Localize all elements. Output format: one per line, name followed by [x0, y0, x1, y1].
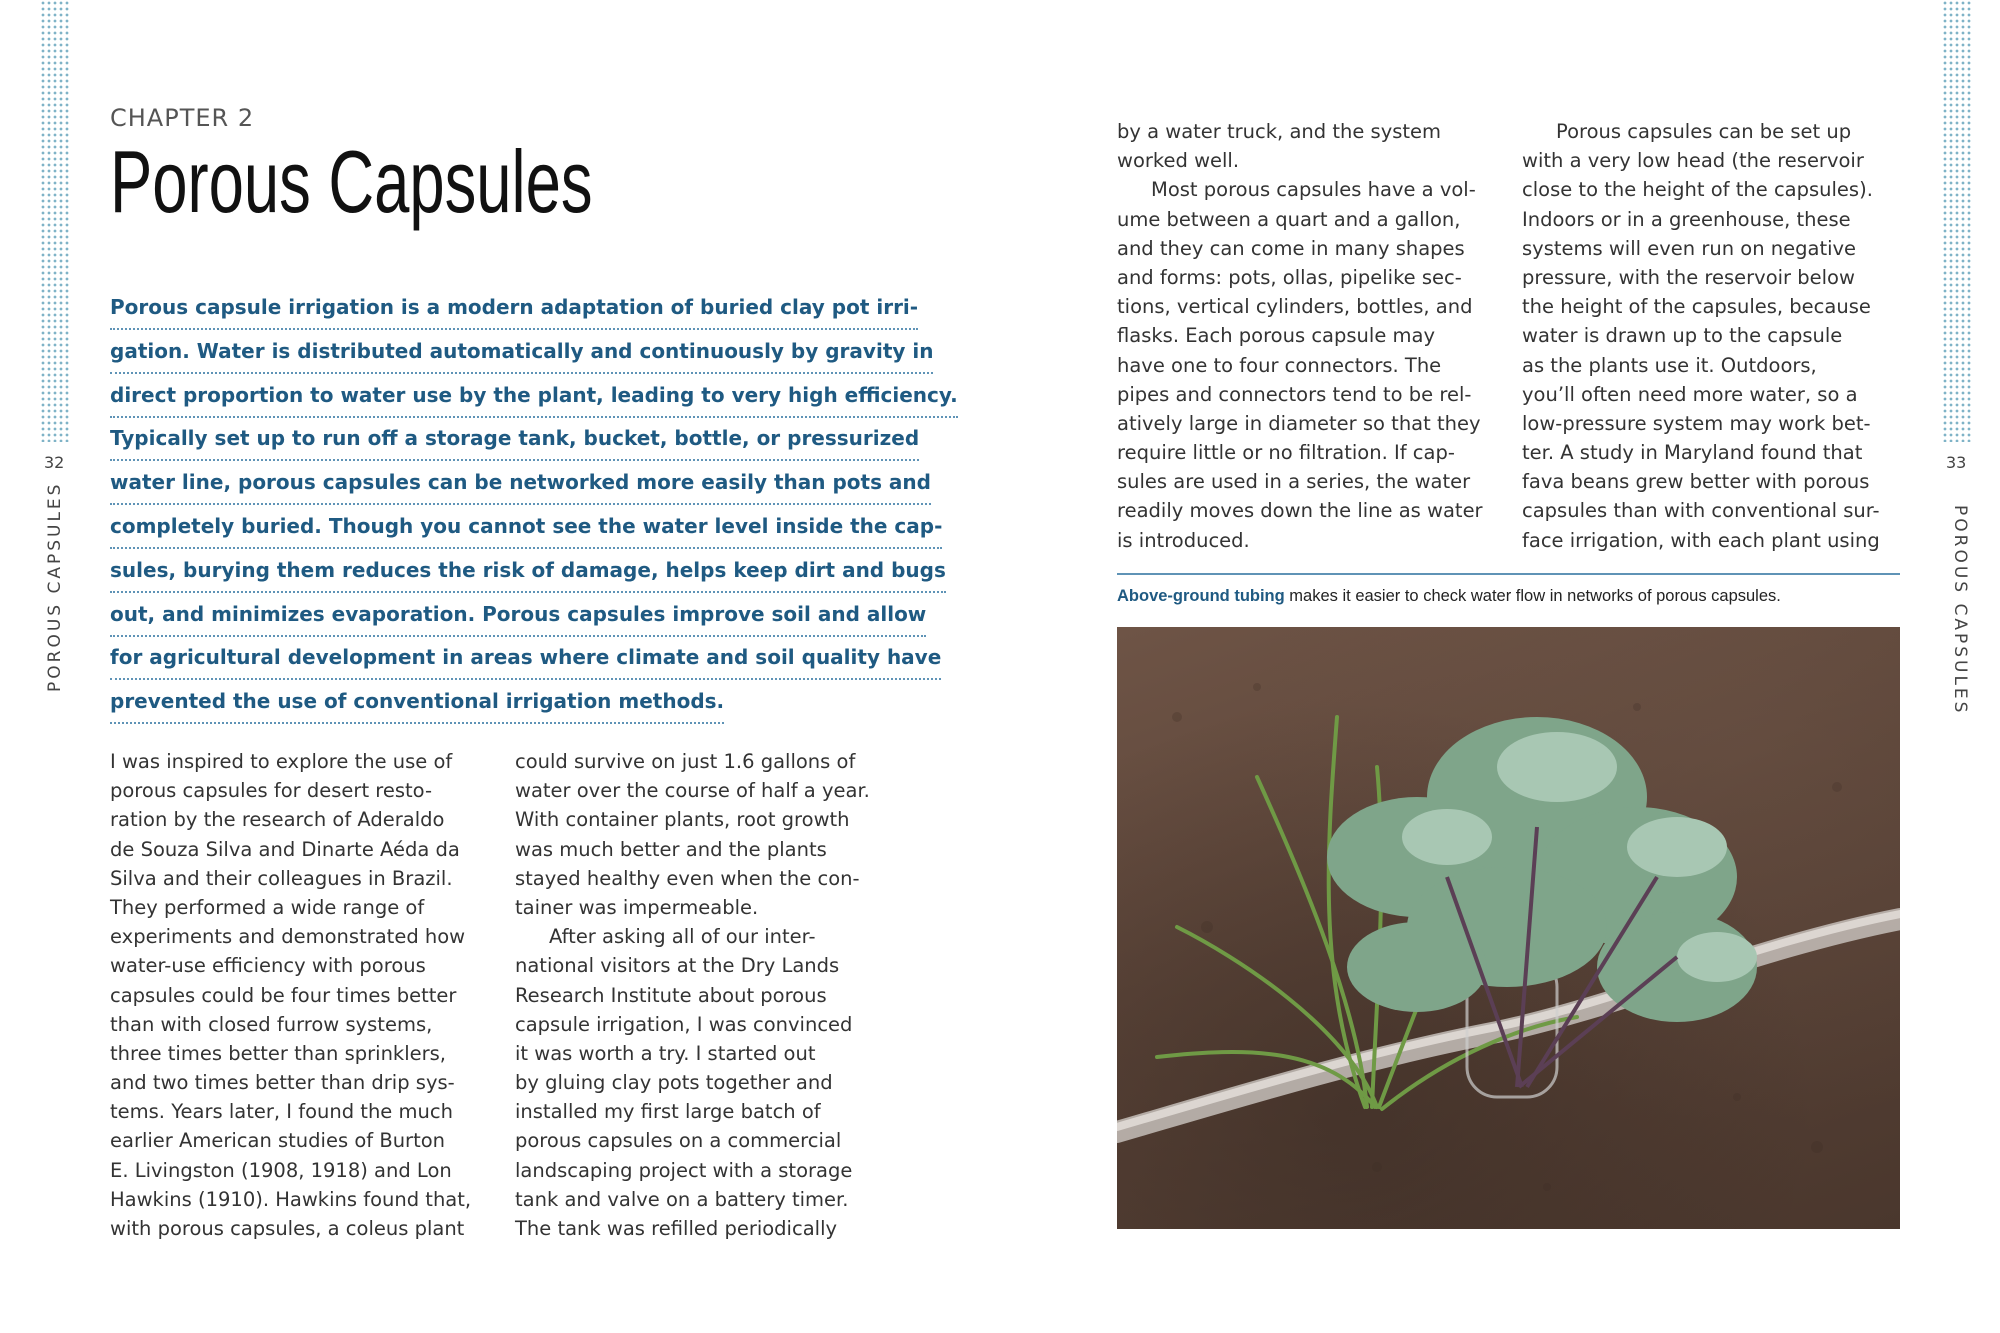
text-line: require little or no filtration. If cap-: [1117, 441, 1455, 465]
text-line: tems. Years later, I found the much: [110, 1100, 453, 1124]
chapter-label: CHAPTER 2: [110, 104, 255, 132]
text-line: ration by the research of Aderaldo: [110, 808, 445, 832]
text-line: is introduced.: [1117, 528, 1250, 552]
text-line: Silva and their colleagues in Brazil.: [110, 866, 453, 890]
text-line: was much better and the plants: [515, 837, 827, 861]
text-line: as the plants use it. Outdoors,: [1522, 353, 1817, 377]
text-line: Indoors or in a greenhouse, these: [1522, 207, 1851, 231]
text-line: and they can come in many shapes: [1117, 236, 1465, 260]
text-line: ume between a quart and a gallon,: [1117, 207, 1461, 231]
text-line: by gluing clay pots together and: [515, 1071, 833, 1095]
text-line: capsules could be four times better: [110, 983, 457, 1007]
text-line: The tank was refilled periodically: [515, 1217, 838, 1240]
text-line: de Souza Silva and Dinarte Aéda da: [110, 837, 460, 861]
text-line: I was inspired to explore the use of: [110, 750, 453, 773]
text-line: With container plants, root growth: [515, 808, 850, 832]
text-line: water line, porous capsules can be networked more easily than pots and: [110, 463, 900, 507]
text-line: pressure, with the reservoir below: [1522, 265, 1855, 289]
photo-caption: [1117, 587, 1781, 606]
text-line: stayed healthy even when the con-: [515, 866, 860, 890]
text-line: prevented the use of conventional irrigation methods.: [110, 682, 900, 726]
body-column-4: [1522, 117, 1880, 555]
text-line: flasks. Each porous capsule may: [1117, 324, 1435, 348]
text-line: than with closed furrow systems,: [110, 1012, 433, 1036]
running-head-left: POROUS CAPSULES: [45, 481, 65, 692]
text-line: water-use efficiency with porous: [110, 954, 426, 978]
text-line: worked well.: [1117, 149, 1240, 173]
text-line: could survive on just 1.6 gallons of: [515, 750, 856, 773]
text-line: out, and minimizes evaporation. Porous capsules improve soil and allow: [110, 595, 900, 639]
text-line: experiments and demonstrated how: [110, 925, 466, 949]
text-line: close to the height of the capsules).: [1522, 178, 1873, 202]
text-line: Hawkins (1910). Hawkins found that,: [110, 1187, 472, 1211]
text-line: for agricultural development in areas where climate and soil quality have: [110, 638, 900, 682]
text-line: earlier American studies of Burton: [110, 1129, 446, 1153]
text-line: Porous capsules can be set up: [1556, 120, 1852, 143]
text-line: with porous capsules, a coleus plant: [110, 1217, 465, 1240]
text-line: atively large in diameter so that they: [1117, 411, 1481, 435]
text-line: sules, burying them reduces the risk of damage, helps keep dirt and bugs: [110, 551, 900, 595]
page-number-right: 33: [1946, 453, 1967, 472]
text-line: capsules than with conventional sur-: [1522, 499, 1880, 523]
text-line: installed my first large batch of: [515, 1100, 821, 1124]
text-line: Most porous capsules have a vol-: [1151, 178, 1476, 202]
text-line: Typically set up to run off a storage tank, bucket, bottle, or pressurized: [110, 419, 900, 463]
text-line: three times better than sprinklers,: [110, 1041, 447, 1065]
chapter-title: Porous Capsules: [110, 132, 593, 231]
text-line: completely buried. Though you cannot see the water level inside the cap-: [110, 507, 900, 551]
text-line: fava beans grew better with porous: [1522, 470, 1870, 494]
text-line: porous capsules on a commercial: [515, 1129, 842, 1153]
text-line: water is drawn up to the capsule: [1522, 324, 1843, 348]
body-column-3: [1117, 117, 1483, 555]
text-line: have one to four connectors. The: [1117, 353, 1442, 377]
text-line: water over the course of half a year.: [515, 779, 870, 803]
text-line: direct proportion to water use by the plant, leading to very high efficiency.: [110, 376, 900, 420]
text-line: Porous capsule irrigation is a modern adaptation of buried clay pot irri-: [110, 288, 900, 332]
text-line: capsule irrigation, I was convinced: [515, 1012, 853, 1036]
text-line: tainer was impermeable.: [515, 895, 759, 919]
text-line: E. Livingston (1908, 1918) and Lon: [110, 1158, 452, 1182]
text-line: They performed a wide range of: [110, 895, 425, 919]
caption-rule: [1117, 573, 1900, 575]
text-line: landscaping project with a storage: [515, 1158, 853, 1182]
text-line: with a very low head (the reservoir: [1522, 149, 1864, 173]
text-line: readily moves down the line as water: [1117, 499, 1483, 523]
intro-paragraph: [110, 288, 958, 726]
text-line: After asking all of our inter-: [549, 925, 816, 949]
text-line: systems will even run on negative: [1522, 236, 1857, 260]
decorative-dot-band-left: [40, 0, 70, 442]
photo-kale-with-tubing: [1117, 627, 1900, 1229]
text-line: low-pressure system may work bet-: [1522, 411, 1871, 435]
text-line: face irrigation, with each plant using: [1522, 528, 1880, 552]
text-line: ter. A study in Maryland found that: [1522, 441, 1863, 465]
body-column-1: [110, 747, 471, 1243]
caption-lead: Above-ground tubing: [1117, 587, 1285, 605]
text-line: and two times better than drip sys-: [110, 1071, 455, 1095]
text-line: tank and valve on a battery timer.: [515, 1187, 849, 1211]
text-line: gation. Water is distributed automatically and continuously by gravity in: [110, 332, 900, 376]
text-line: pipes and connectors tend to be rel-: [1117, 382, 1472, 406]
text-line: sules are used in a series, the water: [1117, 470, 1471, 494]
body-column-2: [515, 747, 870, 1243]
text-line: it was worth a try. I started out: [515, 1041, 816, 1065]
decorative-dot-band-right: [1942, 0, 1972, 442]
text-line: tions, vertical cylinders, bottles, and: [1117, 295, 1473, 319]
text-line: national visitors at the Dry Lands: [515, 954, 840, 978]
running-head-right: POROUS CAPSULES: [1950, 505, 1970, 716]
text-line: the height of the capsules, because: [1522, 295, 1871, 319]
caption-text: makes it easier to check water flow in networks of porous capsules.: [1284, 587, 1781, 605]
text-line: porous capsules for desert resto-: [110, 779, 433, 803]
text-line: by a water truck, and the system: [1117, 120, 1442, 143]
text-line: Research Institute about porous: [515, 983, 827, 1007]
page-number-left: 32: [44, 453, 65, 472]
text-line: you’ll often need more water, so a: [1522, 382, 1858, 406]
photo-illustration: [1117, 627, 1900, 1229]
text-line: and forms: pots, ollas, pipelike sec-: [1117, 265, 1462, 289]
